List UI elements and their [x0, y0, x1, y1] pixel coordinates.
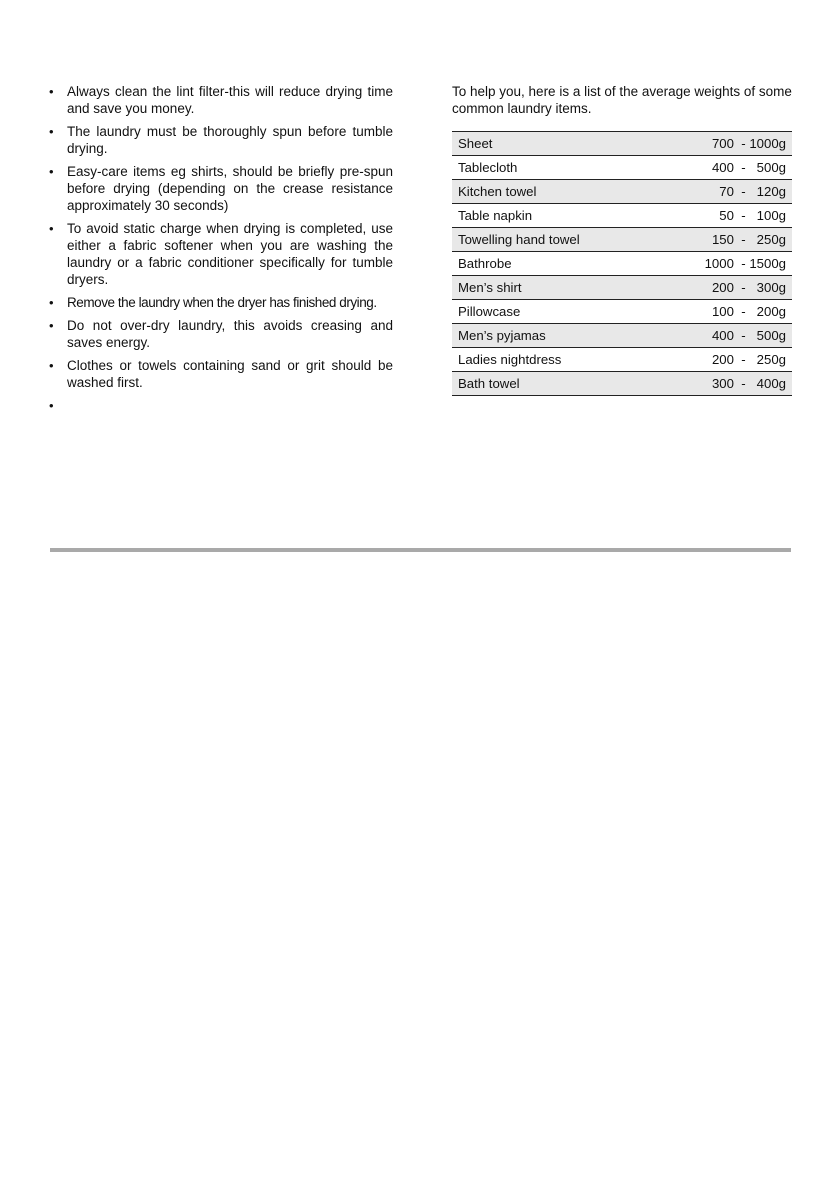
weights-column [452, 83, 793, 396]
item-weight: 700 - 1000g [652, 132, 792, 156]
table-row [452, 204, 792, 228]
weights-intro: To help you, here is a list of the average weights of some common laundry items. [452, 84, 792, 116]
item-name: Bath towel [452, 372, 652, 396]
table-row [452, 372, 792, 396]
item-name: Ladies nightdress [452, 348, 652, 372]
table-row [452, 132, 792, 156]
tip-item: • Easy-care items eg shirts, should be briefly pre-spun before drying (depending on the crease resistance approximately 30 seconds) [48, 163, 393, 214]
item-name: Pillowcase [452, 300, 652, 324]
table-row [452, 348, 792, 372]
table-row [452, 156, 792, 180]
item-name: Bathrobe [452, 252, 652, 276]
tip-item: • Remove the laundry when the dryer has finished drying. [48, 294, 393, 311]
item-weight: 300 - 400g [652, 372, 792, 396]
item-name: Men’s pyjamas [452, 324, 652, 348]
tips-column [48, 83, 393, 420]
item-name: Tablecloth [452, 156, 652, 180]
item-name: Men’s shirt [452, 276, 652, 300]
item-weight: 400 - 500g [652, 324, 792, 348]
table-row [452, 228, 792, 252]
item-name: Kitchen towel [452, 180, 652, 204]
item-weight: 200 - 300g [652, 276, 792, 300]
item-weight: 70 - 120g [652, 180, 792, 204]
table-row [452, 276, 792, 300]
table-row [452, 252, 792, 276]
item-weight: 1000 - 1500g [652, 252, 792, 276]
item-weight: 200 - 250g [652, 348, 792, 372]
tips-list [48, 83, 393, 414]
tip-item-empty [48, 397, 393, 414]
item-weight: 150 - 250g [652, 228, 792, 252]
item-name: Table napkin [452, 204, 652, 228]
tip-item: • Clothes or towels containing sand or grit should be washed first. [48, 357, 393, 391]
item-name: Sheet [452, 132, 652, 156]
item-weight: 400 - 500g [652, 156, 792, 180]
tip-item: • Do not over-dry laundry, this avoids creasing and saves energy. [48, 317, 393, 351]
table-row [452, 180, 792, 204]
tip-item: • Always clean the lint filter-this will reduce drying time and save you money. [48, 83, 393, 117]
item-weight: 50 - 100g [652, 204, 792, 228]
item-weight: 100 - 200g [652, 300, 792, 324]
section-divider [50, 548, 791, 552]
table-row [452, 324, 792, 348]
tip-item: • To avoid static charge when drying is completed, use either a fabric softener when you are washing the laundry or a fabric conditioner specifically for tumble dryers. [48, 220, 393, 288]
item-name: Towelling hand towel [452, 228, 652, 252]
tip-item: • The laundry must be thoroughly spun before tumble drying. [48, 123, 393, 157]
weights-table [452, 131, 792, 396]
table-row [452, 300, 792, 324]
